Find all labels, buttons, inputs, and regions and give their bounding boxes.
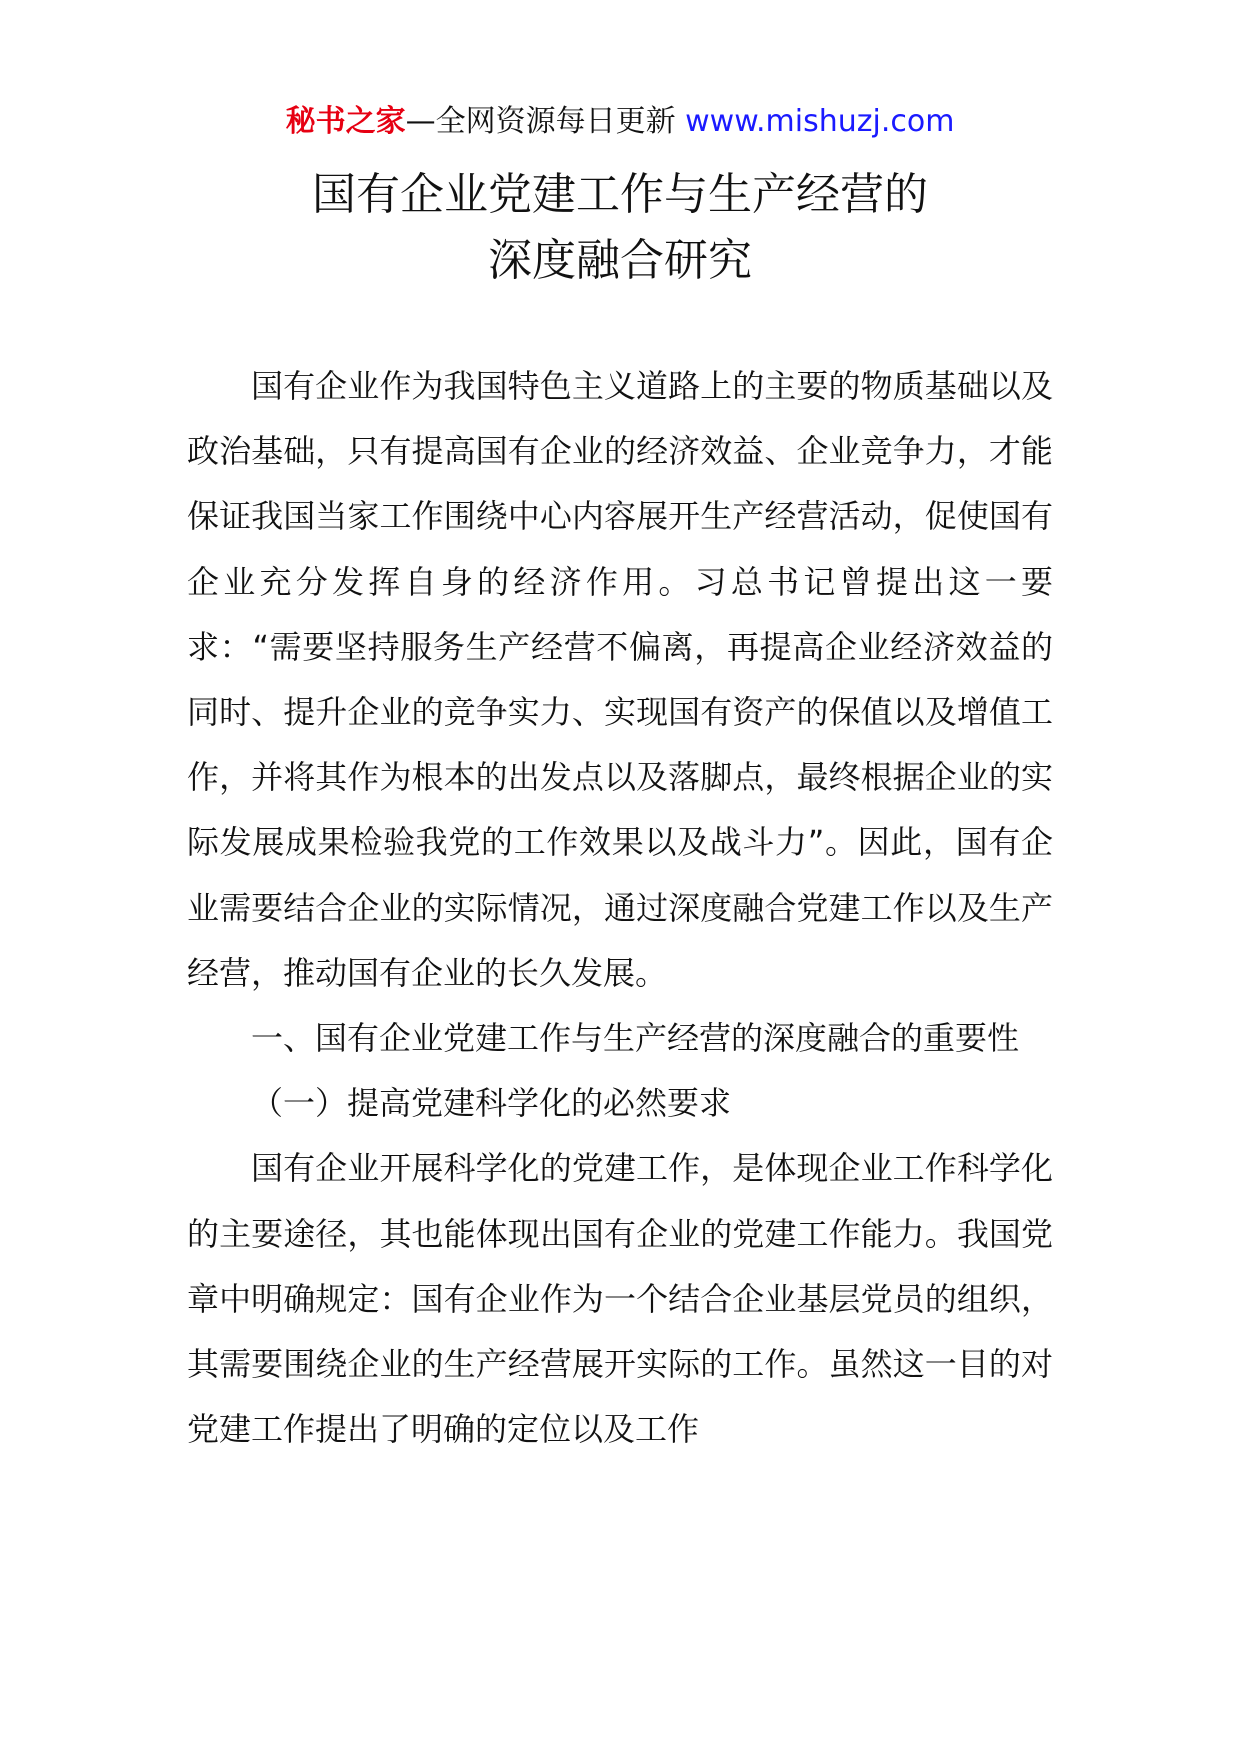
document-title	[0, 162, 1240, 294]
document-body	[187, 354, 1053, 1462]
banner-tagline: —全网资源每日更新	[405, 104, 686, 139]
site-url-link[interactable]: www.mishuzj.com	[685, 104, 955, 139]
title-line-2: 深度融合研究	[488, 235, 752, 286]
body-paragraph-intro: 国有企业作为我国特色主义道路上的主要的物质基础以及政治基础，只有提高国有企业的经济效益、企业竞争力，才能保证我国当家工作围绕中心内容展开生产经营活动，促使国有企业充分发挥自身的经济作用。习总书记曾提出这一要求：“需要坚持服务生产经营不偏离，再提高企业经济效益的同时、提升企业的竞争实力、实现国有资产的保值以及增值工作，并将其作为根本的出发点以及落脚点，最终根据企业的实际发展成果检验我党的工作效果以及战斗力”。因此，国有企业需要结合企业的实际情况，通过深度融合党建工作以及生产经营，推动国有企业的长久发展。	[187, 367, 1053, 992]
title-line-1: 国有企业党建工作与生产经营的	[312, 169, 928, 220]
site-banner	[0, 100, 1240, 144]
section-heading-1: 一、国有企业党建工作与生产经营的深度融合的重要性	[251, 1019, 1020, 1058]
subsection-heading-1: （一）提高党建科学化的必然要求	[251, 1084, 732, 1123]
brand-name: 秘书之家	[285, 104, 406, 139]
body-paragraph-2: 国有企业开展科学化的党建工作，是体现企业工作科学化的主要途径，其也能体现出国有企业的党建工作能力。我国党章中明确规定：国有企业作为一个结合企业基层党员的组织，其需要围绕企业的生产经营展开实际的工作。虽然这一目的对党建工作提出了明确的定位以及工作	[187, 1149, 1053, 1449]
